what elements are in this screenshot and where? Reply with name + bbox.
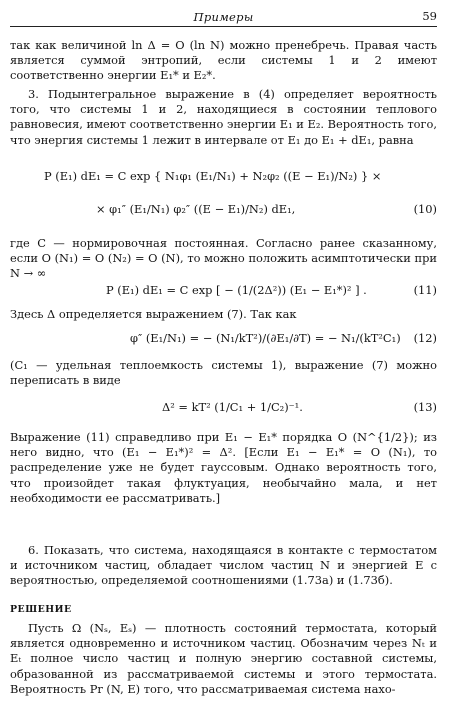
paragraph-entropy: так как величиной ln Δ = O (ln N) можно пренебречь. Правая часть является суммой энтропий, если системы 1 и 2 имеют соответственно энергии E₁* и E₂*. [10,38,437,83]
paragraph-heat-capacity: (C₁ — удельная теплоемкость системы 1), выражение (7) можно переписать в виде [10,358,437,388]
equation-13 [10,396,437,418]
equation-10-second-line: × φ₁″ (E₁/N₁) φ₂″ ((E − E₁)/N₂) dE₁, [96,202,296,216]
equation-11-number: (11) [413,283,437,297]
running-header [10,8,437,27]
equation-13-body: Δ² = kT² (1/C₁ + 1/C₂)⁻¹. [162,400,303,414]
paragraph-delta-definition: Здесь Δ определяется выражением (7). Так как [10,307,297,321]
header-title: Примеры [193,10,254,24]
page-number: 59 [422,9,437,23]
solution-heading: РЕШЕНИЕ [10,604,72,615]
paragraph-solution: Пусть Ω (Nₛ, Eₛ) — плотность состояний термостата, который является одновременно и источником частиц. Обозначим через Nₜ и Eₜ полное число частиц и полную энергию составной системы, образованной из рассматриваемой системы и этого термостата. Вероятность Pr (N, E) того, что рассматриваемая система нахо- [10,621,437,696]
equation-10-number: (10) [413,202,437,216]
equation-13-number: (13) [413,400,437,414]
equation-11 [10,279,437,301]
paragraph-validity: Выражение (11) справедливо при E₁ − E₁* порядка O (N^{1/2}); из него видно, что (E₁ − E₁*)² = Δ². [Если E₁ − E₁* = O (N₁), то распределение уже не будет гауссовым. Однако вероятность того, что произойдет такая флуктуация, необычайно мала, и нет необходимости ее рассматривать.] [10,430,437,505]
equation-10-first-line: P (E₁) dE₁ = C exp { N₁φ₁ (E₁/N₁) + N₂φ₂ ((E − E₁)/N₂) } × [44,169,382,183]
paragraph-problem-6: 6. Показать, что система, находящаяся в контакте с термостатом и источником частиц, обладает числом частиц N и энергией E с вероятностью, определяемой соотношениями (1.73а) и (1.73б). [10,543,437,588]
equation-12-number: (12) [413,331,437,345]
equation-11-body: P (E₁) dE₁ = C exp [ − (1/(2Δ²)) (E₁ − E₁*)² ] . [106,283,367,297]
equation-12-body: φ″ (E₁/N₁) = − (N₁/kT²)/(∂E₁/∂T) = − N₁/(kT²C₁) [130,331,401,345]
paragraph-item-3: 3. Подынтегральное выражение в (4) определяет вероятность того, что системы 1 и 2, находящиеся в состоянии теплового равновесия, имеют соответственно энергии E₁ и E₂. Вероятность того, что энергия системы 1 лежит в интервале от E₁ до E₁ + dE₁, равна [10,87,437,147]
paragraph-normalization: где C — нормировочная постоянная. Согласно ранее сказанному, если O (N₁) = O (N₂) = O (N), то можно положить асимптотически при N → ∞ [10,236,437,281]
equation-10-line2 [10,198,437,220]
equation-12 [10,327,437,349]
equation-10-line1 [10,165,437,187]
